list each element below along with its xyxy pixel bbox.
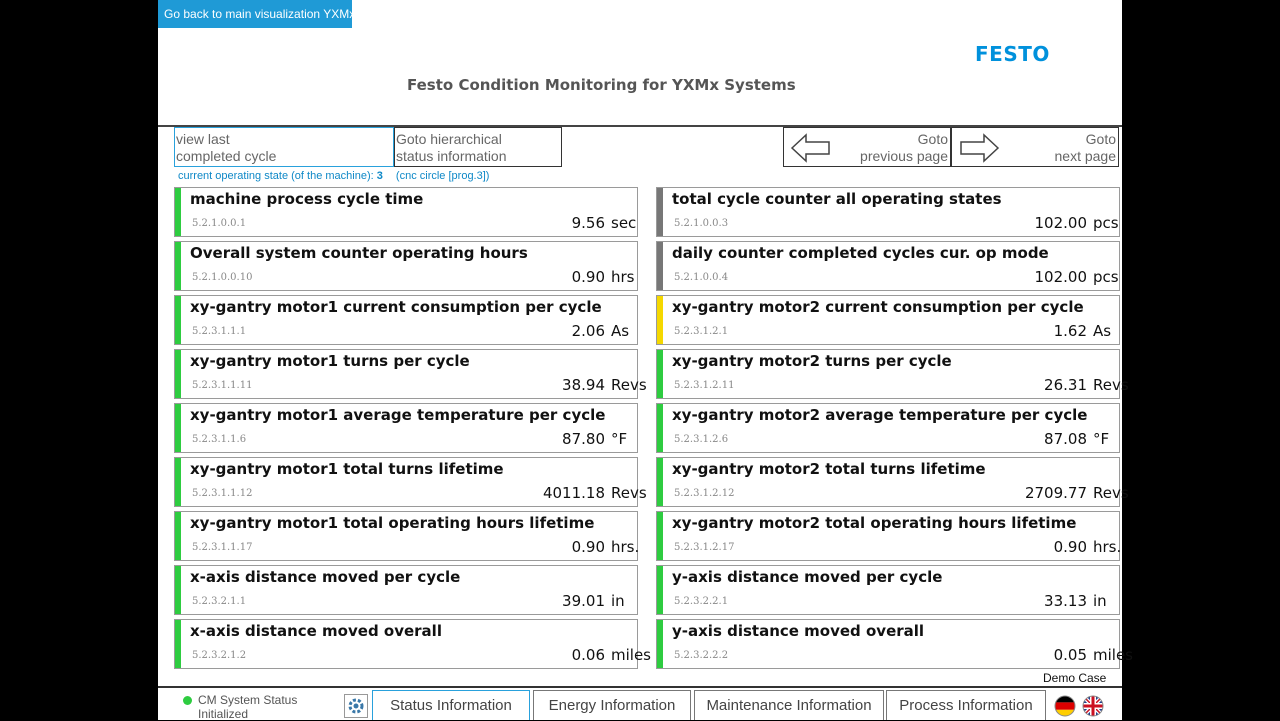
tab-status-information[interactable]: Status Information [372, 690, 530, 720]
metric-value [475, 376, 647, 394]
metric-number: 26.31 [1044, 376, 1087, 394]
metric-card [174, 565, 638, 615]
status-bar [657, 512, 663, 560]
metric-number: 87.08 [1044, 430, 1087, 448]
status-bar [657, 458, 663, 506]
metric-unit: in [1093, 592, 1107, 610]
metric-label: xy-gantry motor2 total operating hours lifetime [672, 514, 1077, 532]
status-bar [175, 458, 181, 506]
metric-value [957, 376, 1129, 394]
metric-number: 1.62 [1053, 322, 1087, 340]
operating-state-mode: (cnc circle [prog.3]) [395, 170, 490, 182]
metric-number: 2709.77 [1024, 484, 1087, 502]
metric-card [174, 457, 647, 507]
metric-card [174, 619, 651, 669]
metric-unit: hrs. [1093, 538, 1122, 556]
metric-id: 5.2.3.1.1.11 [192, 380, 253, 391]
metric-id: 5.2.1.0.0.4 [674, 272, 729, 283]
metric-id: 5.2.1.0.0.1 [192, 218, 247, 229]
hmi-screen [158, 0, 1133, 721]
metric-unit: Revs [1093, 376, 1129, 394]
metric-id: 5.2.3.1.2.1 [674, 326, 729, 337]
goto-next-line1: Goto [1085, 131, 1116, 147]
metric-label: x-axis distance moved overall [190, 622, 442, 640]
metric-value [475, 322, 629, 340]
metric-unit: sec [611, 214, 637, 232]
status-bar [657, 620, 663, 668]
metric-card [174, 187, 638, 237]
metric-label: xy-gantry motor1 total operating hours lifetime [190, 514, 595, 532]
metric-number: 102.00 [1034, 214, 1087, 232]
metric-card [656, 295, 1120, 345]
metric-number: 39.01 [562, 592, 605, 610]
german-flag-icon[interactable] [1054, 695, 1076, 717]
metric-number: 9.56 [571, 214, 605, 232]
goto-previous-page-button[interactable] [783, 127, 951, 167]
metric-id: 5.2.3.1.2.6 [674, 434, 729, 445]
goto-next-page-button[interactable] [951, 127, 1119, 167]
status-bar [175, 242, 181, 290]
metric-card [174, 241, 638, 291]
status-bar [175, 188, 181, 236]
metric-id: 5.2.1.0.0.10 [192, 272, 253, 283]
status-bar [657, 242, 663, 290]
metric-value [475, 484, 647, 502]
metric-value [957, 214, 1119, 232]
metric-unit: miles [611, 646, 651, 664]
metric-card [656, 349, 1129, 399]
goto-previous-line2: previous page [860, 148, 948, 164]
metric-number: 4011.18 [542, 484, 605, 502]
metric-value [475, 268, 635, 286]
metric-unit: pcs [1093, 268, 1119, 286]
operating-state-value: 3 [376, 170, 383, 182]
gear-icon[interactable] [344, 694, 368, 718]
metric-number: 2.06 [571, 322, 605, 340]
metric-label: daily counter completed cycles cur. op mode [672, 244, 1049, 262]
status-bar [175, 350, 181, 398]
metric-card [174, 295, 638, 345]
page-title: Festo Condition Monitoring for YXMx Systems [407, 76, 796, 94]
metric-unit: hrs. [611, 538, 640, 556]
metric-id: 5.2.3.2.1.1 [192, 596, 247, 607]
tab-energy-information[interactable]: Energy Information [533, 690, 691, 720]
metric-value [475, 430, 627, 448]
metric-value [475, 646, 651, 664]
metric-label: y-axis distance moved overall [672, 622, 925, 640]
operating-state-info [178, 170, 489, 182]
uk-flag-icon[interactable] [1082, 695, 1104, 717]
goto-hierarchical-status-button[interactable] [394, 127, 562, 167]
view-last-cycle-line2: completed cycle [176, 148, 277, 164]
cm-system-status-value: Initialized [198, 707, 249, 721]
metric-card [656, 187, 1120, 237]
metric-id: 5.2.3.1.2.12 [674, 488, 735, 499]
metric-label: xy-gantry motor2 total turns lifetime [672, 460, 986, 478]
goto-next-line2: next page [1054, 148, 1116, 164]
metric-unit: miles [1093, 646, 1133, 664]
metric-id: 5.2.3.1.1.1 [192, 326, 247, 337]
demo-case-label: Demo Case [1043, 671, 1107, 685]
metric-card [656, 511, 1120, 561]
metric-value [957, 484, 1129, 502]
metric-label: machine process cycle time [190, 190, 424, 208]
metric-id: 5.2.3.2.2.2 [674, 650, 729, 661]
metric-unit: Revs [1093, 484, 1129, 502]
metric-unit: hrs [611, 268, 635, 286]
metric-number: 0.90 [571, 538, 605, 556]
metric-number: 0.05 [1053, 646, 1087, 664]
status-indicator-icon [183, 696, 192, 705]
metric-card [656, 457, 1129, 507]
metric-value [475, 214, 636, 232]
metric-unit: in [611, 592, 625, 610]
status-bar [175, 296, 181, 344]
goto-hierarchical-line2: status information [396, 148, 507, 164]
festo-logo: FESTO [975, 42, 1050, 66]
metric-label: xy-gantry motor1 turns per cycle [190, 352, 470, 370]
status-bar [657, 350, 663, 398]
arrow-right-icon [958, 133, 1000, 163]
footer-divider [158, 686, 1122, 688]
back-to-main-button[interactable]: Go back to main visualization YXMx [158, 0, 352, 28]
metric-unit: As [611, 322, 630, 340]
metric-number: 0.90 [571, 268, 605, 286]
goto-previous-line1: Goto [917, 131, 948, 147]
metric-value [475, 538, 639, 556]
metric-unit: pcs [1093, 214, 1119, 232]
metric-label: xy-gantry motor2 turns per cycle [672, 352, 952, 370]
metric-value [957, 592, 1107, 610]
metric-label: xy-gantry motor1 current consumption per cycle [190, 298, 602, 316]
metric-number: 87.80 [562, 430, 605, 448]
metric-value [475, 592, 625, 610]
status-bar [657, 188, 663, 236]
metric-id: 5.2.1.0.0.3 [674, 218, 729, 229]
metric-card [174, 511, 638, 561]
metric-unit: °F [1093, 430, 1110, 448]
metric-id: 5.2.3.1.1.6 [192, 434, 247, 445]
metric-unit: As [1093, 322, 1112, 340]
cm-system-status [198, 693, 297, 721]
tab-process-information[interactable]: Process Information [886, 690, 1046, 720]
metric-id: 5.2.3.1.1.12 [192, 488, 253, 499]
metric-value [957, 268, 1119, 286]
view-last-cycle-button[interactable] [174, 127, 394, 167]
metric-number: 0.06 [571, 646, 605, 664]
metric-unit: Revs [611, 484, 647, 502]
metric-card [656, 241, 1120, 291]
arrow-left-icon [790, 133, 832, 163]
metric-card [656, 619, 1133, 669]
metric-value [957, 430, 1109, 448]
metric-label: y-axis distance moved per cycle [672, 568, 943, 586]
metric-id: 5.2.3.2.1.2 [192, 650, 247, 661]
metric-number: 102.00 [1034, 268, 1087, 286]
metric-card [656, 403, 1120, 453]
metric-id: 5.2.3.2.2.1 [674, 596, 729, 607]
metric-label: Overall system counter operating hours [190, 244, 528, 262]
metric-label: xy-gantry motor2 average temperature per cycle [672, 406, 1088, 424]
metric-number: 0.90 [1053, 538, 1087, 556]
view-last-cycle-line1: view last [176, 131, 230, 147]
status-bar [657, 566, 663, 614]
metric-value [957, 646, 1133, 664]
metric-label: total cycle counter all operating states [672, 190, 1002, 208]
cm-system-status-label: CM System Status [198, 693, 298, 707]
metric-card [174, 403, 638, 453]
metric-label: xy-gantry motor1 total turns lifetime [190, 460, 504, 478]
status-bar [657, 404, 663, 452]
metric-card [656, 565, 1120, 615]
metric-number: 33.13 [1044, 592, 1087, 610]
goto-hierarchical-line1: Goto hierarchical [396, 131, 502, 147]
operating-state-label: current operating state (of the machine): [178, 170, 374, 182]
metric-value [957, 538, 1121, 556]
metric-id: 5.2.3.1.2.17 [674, 542, 735, 553]
tab-maintenance-information[interactable]: Maintenance Information [694, 690, 884, 720]
status-bar [175, 620, 181, 668]
metric-number: 38.94 [562, 376, 605, 394]
metric-unit: Revs [611, 376, 647, 394]
metric-label: x-axis distance moved per cycle [190, 568, 461, 586]
status-bar [175, 404, 181, 452]
metric-label: xy-gantry motor1 average temperature per cycle [190, 406, 606, 424]
metric-id: 5.2.3.1.2.11 [674, 380, 735, 391]
status-bar [175, 566, 181, 614]
metric-value [957, 322, 1111, 340]
metric-card [174, 349, 647, 399]
status-bar [657, 296, 663, 344]
metric-unit: °F [611, 430, 628, 448]
metric-id: 5.2.3.1.1.17 [192, 542, 253, 553]
metric-label: xy-gantry motor2 current consumption per cycle [672, 298, 1084, 316]
status-bar [175, 512, 181, 560]
